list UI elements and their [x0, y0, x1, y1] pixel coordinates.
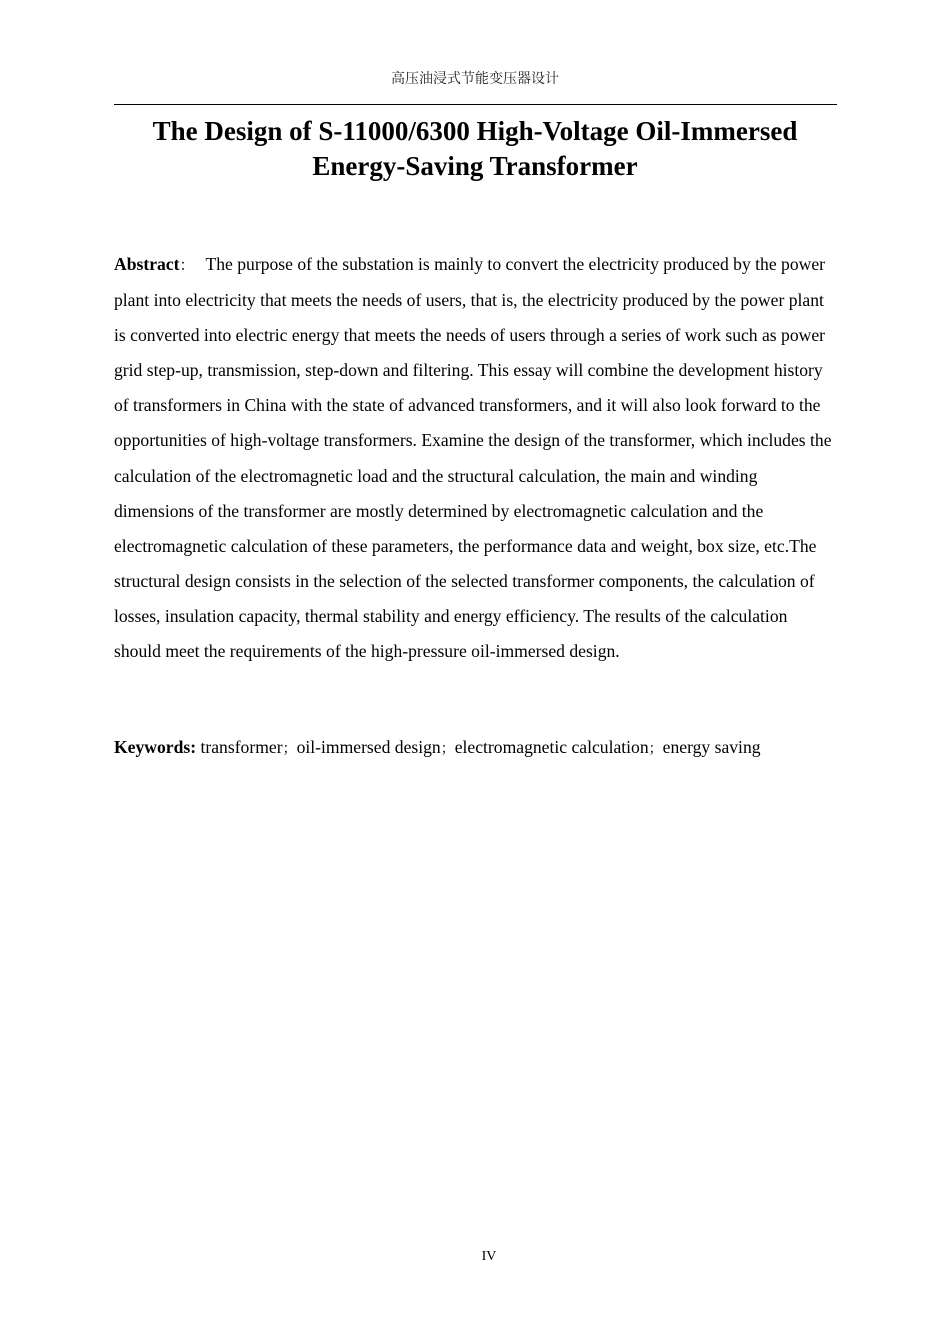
keyword-separator: ； — [440, 741, 455, 757]
abstract-paragraph — [114, 247, 836, 669]
title-line-2: Energy-Saving Transformer — [312, 151, 638, 181]
keywords-label: Keywords: — [114, 737, 197, 757]
keyword-item: oil-immersed design — [296, 737, 441, 757]
keyword-item: transformer — [200, 737, 283, 757]
keyword-separator: ； — [648, 741, 663, 757]
title-line-1: The Design of S-11000/6300 High-Voltage Oil-Immersed — [152, 116, 798, 146]
page-number: IV — [481, 1249, 497, 1264]
abstract-label-separator: ： — [179, 256, 195, 274]
paper-title — [114, 114, 836, 184]
keyword-item: energy saving — [662, 737, 761, 757]
running-header: 高压油浸式节能变压器设计 — [391, 71, 559, 87]
keyword-separator: ； — [282, 741, 297, 757]
keywords-line — [114, 734, 854, 762]
keyword-item: electromagnetic calculation — [454, 737, 649, 757]
header-rule — [114, 104, 837, 105]
abstract-text: The purpose of the substation is mainly to convert the electricity produced by the power plant into electricity that meets the needs of users, that is, the electricity produced by the power plant is converted into electric energy that meets the needs of users through a series of work such as power grid step-up, transmission, step-down and filtering. This essay will combine the development history of transformers in China with the state of advanced transformers, and it will also look forward to the opportunities of high-voltage transformers. Examine the design of the transformer, which includes the calculation of the electromagnetic load and the structural calculation, the main and winding dimensions of the transformer are mostly determined by electromagnetic calculation and the electromagnetic calculation of these parameters, the performance data and weight, box size, etc.The structural design consists in the selection of the selected transformer components, the calculation of losses, insulation capacity, thermal stability and energy efficiency. The results of the calculation should meet the requirements of the high-pressure oil-immersed design. — [114, 254, 832, 662]
abstract-label: Abstract — [114, 254, 180, 274]
